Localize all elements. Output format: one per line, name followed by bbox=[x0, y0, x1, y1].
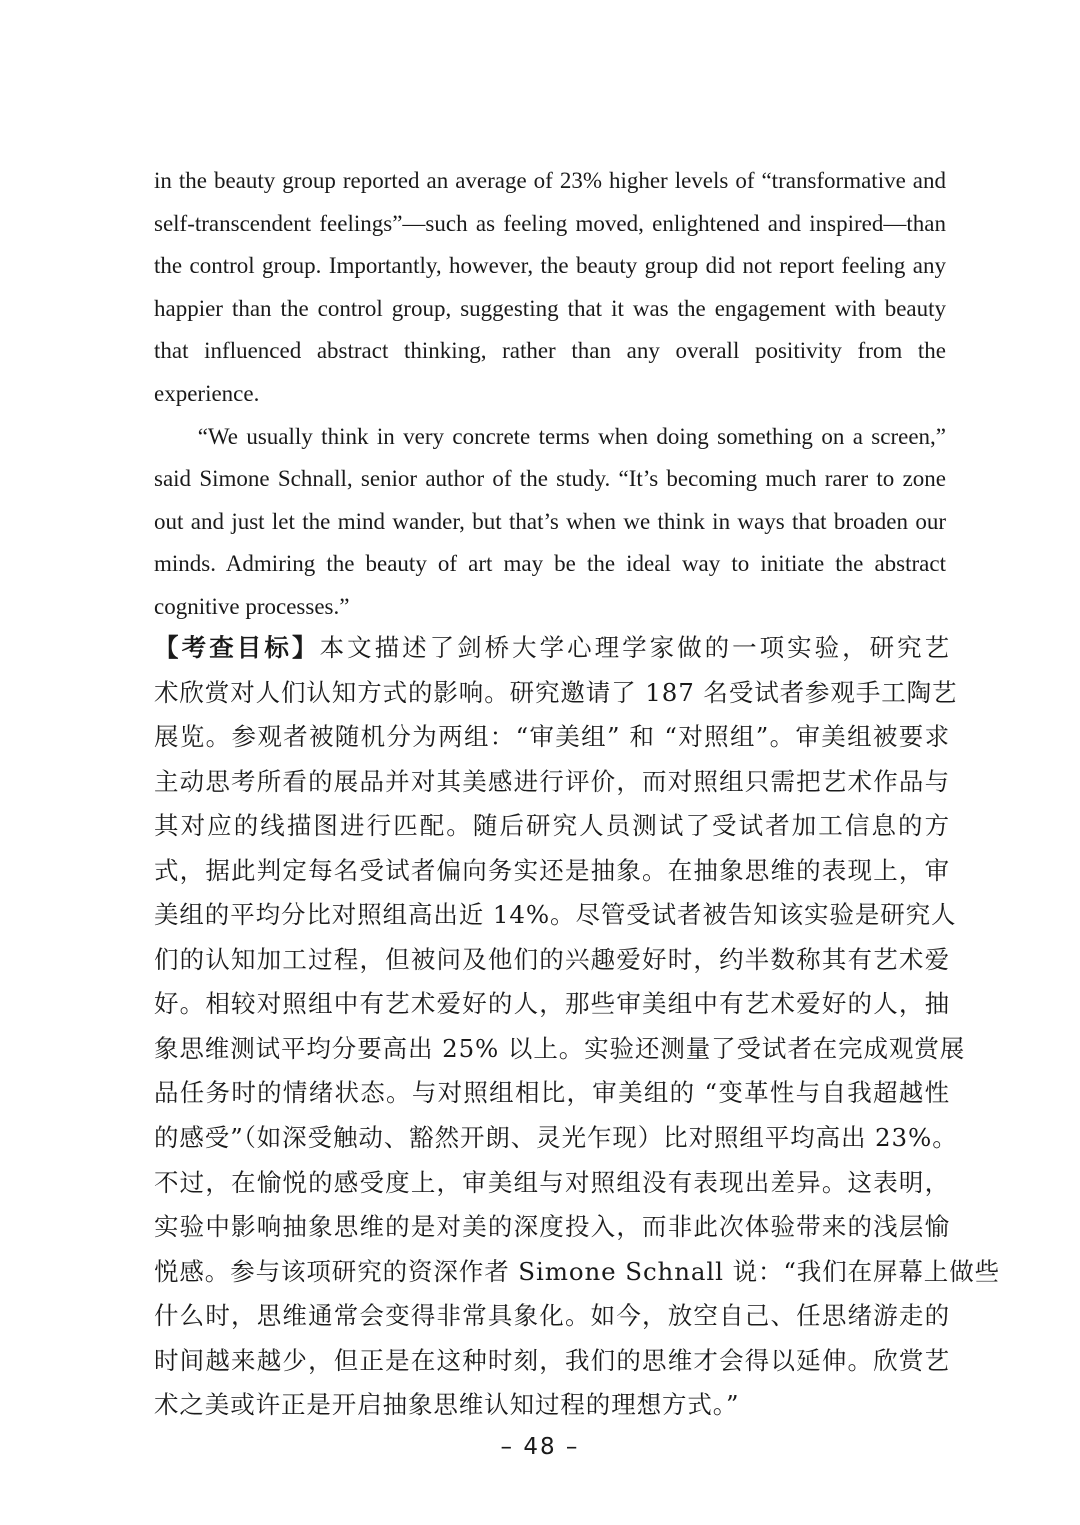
cn-line-2: 术欣赏对人们认知方式的影响。研究邀请了 187 名受试者参观手工陶艺 bbox=[154, 677, 958, 707]
cn-line-3: 展览。参观者被随机分为两组：“审美组” 和 “对照组”。审美组被要求 bbox=[154, 722, 950, 752]
page-number: – 48 – bbox=[500, 1434, 580, 1460]
cn-line-5: 其对应的线描图进行匹配。随后研究人员测试了受试者加工信息的方 bbox=[154, 811, 950, 841]
cn-line-16: 什么时，思维通常会变得非常具象化。如今，放空自己、任思绪游走的 bbox=[154, 1301, 950, 1331]
cn-line-13: 不过，在愉悦的感受度上，审美组与对照组没有表现出差异。这表明， bbox=[154, 1167, 950, 1197]
cn-line-6: 式，据此判定每名受试者偏向务实还是抽象。在抽象思维的表现上，审 bbox=[154, 855, 950, 885]
cn-line-4: 主动思考所看的展品并对其美感进行评价，而对照组只需把艺术作品与 bbox=[154, 766, 950, 796]
english-paragraph-1: in the beauty group reported an average of 23% higher levels of “transformative and self-transcendent feelings”—such as feeling moved, enlightened and inspired—than the control group. Importantly, however, the beauty group did not report feeling any happier than the control group, suggesting that it was the engagement with beauty that influenced abstract thinking, rather than any overall positivity from the experience. bbox=[154, 168, 946, 406]
cn-line-14: 实验中影响抽象思维的是对美的深度投入，而非此次体验带来的浅层愉 bbox=[154, 1212, 950, 1242]
cn-line-9: 好。相较对照组中有艺术爱好的人，那些审美组中有艺术爱好的人，抽 bbox=[154, 989, 950, 1019]
chinese-explanation bbox=[154, 626, 1001, 1428]
cn-line-17: 时间越来越少，但正是在这种时刻，我们的思维才会得以延伸。欣赏艺 bbox=[154, 1345, 950, 1375]
cn-line-12: 的感受”（如深受触动、豁然开朗、灵光乍现）比对照组平均高出 23%。 bbox=[154, 1123, 958, 1153]
cn-line-15: 悦感。参与该项研究的资深作者 Simone Schnall 说：“我们在屏幕上做些 bbox=[154, 1256, 1001, 1286]
english-paragraph-2: “We usually think in very concrete terms when doing something on a screen,” said Simone Schnall, senior author of the study. “It’s becoming much rarer to zone out and just let the mind wander, but that’s when we think in ways that broaden our minds. Admiring the beauty of art may be the ideal way to initiate the abstract cognitive processes.” bbox=[154, 423, 946, 619]
cn-line-1 bbox=[154, 626, 950, 671]
cn-line-8: 们的认知加工过程，但被问及他们的兴趣爱好时，约半数称其有艺术爱 bbox=[154, 944, 950, 974]
cn-line-10: 象思维测试平均分要高出 25% 以上。实验还测量了受试者在完成观赏展 bbox=[154, 1033, 966, 1063]
cn-line-11: 品任务时的情绪状态。与对照组相比，审美组的 “变革性与自我超越性 bbox=[154, 1078, 950, 1108]
section-label: 【考查目标】 bbox=[154, 633, 320, 662]
cn-line-18: 术之美或许正是开启抽象思维认知过程的理想方式。” bbox=[154, 1390, 740, 1420]
english-passage bbox=[154, 160, 946, 629]
cn-line-1-text: 本文描述了剑桥大学心理学家做的一项实验，研究艺 bbox=[319, 633, 951, 662]
cn-line-7: 美组的平均分比对照组高出近 14%。尽管受试者被告知该实验是研究人 bbox=[154, 900, 957, 930]
